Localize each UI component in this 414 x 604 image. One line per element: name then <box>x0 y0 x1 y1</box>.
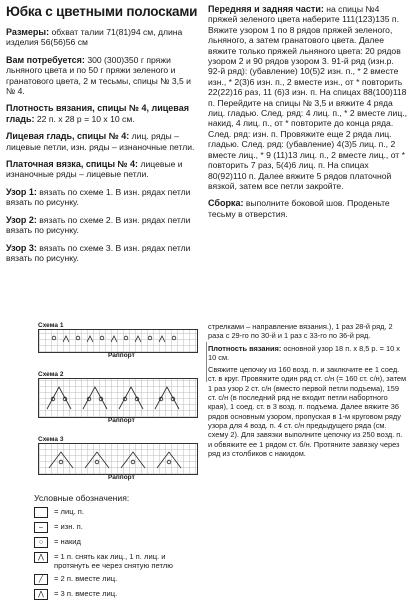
pattern1-lead: Узор 1: <box>6 186 37 197</box>
density2-paragraph <box>208 344 408 363</box>
yarn-over-icon: ○ <box>34 537 48 548</box>
front-back-paragraph <box>208 4 408 191</box>
assembly-text: выполните боковой шов. Проденьте тесьму в отверстия. <box>208 198 390 219</box>
scheme-3-symbols <box>39 444 197 474</box>
density-lead: Плотность вязания, спицы № 4, лицевая гладь: <box>6 103 189 124</box>
pattern2-paragraph <box>6 215 202 236</box>
scheme-1-title: Схема 1 <box>38 322 64 329</box>
front-back-lead: Передняя и задняя части: <box>208 4 324 14</box>
scheme-2 <box>38 371 198 424</box>
density2-text: основной узор 18 п. х 8,5 р. = 10 х 10 см. <box>208 343 400 362</box>
front-back-text: на спицы №4 пряжей зеленого цвета наберите 111(123)135 п. Вяжите узором 1 по 8 рядов пряжей зеленого, льняного, а затем гранатового цвета. Далее вяжите только пряжей льняного цвета: 20 рядов узором 2 и 90 рядов узором 3. 91-й ряд (изн.р. 92-й ряд): (убавление) 10(5)2 изн. п., * 2 вместе изн., * 2(3)6 изн. п., 2 вместе изн., от * повторить 22(22)16 раз, 11 (6)3 изн. п. На спицах 88(100)118 п. Перейдите на спицы № 3,5 и вяжите 4 ряда лиц. гладью. След. ряд: 4 лиц. п., * 2 вместе лиц., накид, 4 лиц. п., от * повторите до конца ряда. След. ряд: изн. п. Провяжите еще 2 ряда лиц. гладью. След. ряд: (убавление) 4(3)5 лиц. п., 2 вместе лиц., * 9 (11)13 лиц. п., 2 вместе лиц., от * повторить 7 раз, 5(4)6 лиц. п. На спицах 80(92)110 п. Далее вяжите 5 рядов платочной вязкой, затем все петли закройте. <box>208 4 408 191</box>
arrows-paragraph: стрелками – направление вязания.), 1 раз 28-й ряд, 2 раза с 29-го по 30-й и 1 раз с 33-го по 36-й ряд. <box>208 322 393 341</box>
left-column <box>6 4 202 270</box>
adjacent-article <box>208 322 408 461</box>
scheme-3-chart <box>38 443 198 475</box>
legend-item <box>6 574 202 585</box>
stockinette-text: лиц. ряды – лицевые петли, изн. ряды – изнаночные петли. <box>6 131 195 152</box>
legend-item <box>6 522 202 533</box>
pattern3-lead: Узор 3: <box>6 242 37 253</box>
legend-item <box>6 552 202 570</box>
sizes-lead: Размеры: <box>6 27 50 37</box>
scheme-1 <box>38 322 198 359</box>
knit-stitch-icon <box>34 507 48 518</box>
scheme-2-rapport: Раппорт <box>108 417 135 424</box>
pattern1-text: вязать по схеме 1. В изн. рядах петли вязать по рисунку. <box>6 186 191 208</box>
materials-text: 300 (300)350 г пряжи льняного цвета и по 50 г пряжи зеленого и гранатового цвета, 2 м тесьмы, спицы № 3,5 и № 4. <box>6 54 191 97</box>
scheme-2-chart <box>38 378 198 418</box>
scheme-3-rapport: Раппорт <box>108 474 135 481</box>
pattern3-paragraph <box>6 243 202 264</box>
density-text: 22 п. х 28 р = 10 х 10 см. <box>36 113 135 124</box>
garter-text: лицевые и изнаночные ряды – лицевые петли. <box>6 159 183 180</box>
k3tog-icon: ⋀ <box>34 589 48 600</box>
legend-text: = 2 п. вместе лиц. <box>54 574 118 583</box>
scheme-1-rapport: Раппорт <box>108 352 135 359</box>
assembly-paragraph <box>208 198 408 219</box>
sizes-paragraph <box>6 27 202 48</box>
materials-lead: Вам потребуется: <box>6 54 85 65</box>
legend-item <box>6 589 202 600</box>
scheme-3 <box>38 436 198 481</box>
legend-item <box>6 537 202 548</box>
materials-paragraph <box>6 55 202 97</box>
scheme-1-chart <box>38 329 198 353</box>
garter-paragraph <box>6 159 202 180</box>
scheme-2-title: Схема 2 <box>38 371 64 378</box>
k2tog-icon: ╱ <box>34 574 48 585</box>
assembly-lead: Сборка: <box>208 198 244 209</box>
legend-text: = накид <box>54 537 81 546</box>
purl-stitch-icon: – <box>34 522 48 533</box>
slip-knit-pass-icon: ⋀ <box>34 552 48 563</box>
legend-text: = 1 п. снять как лиц., 1 п. лиц. и протянуть ее через снятую петлю <box>54 552 173 570</box>
density-paragraph <box>6 103 202 124</box>
pattern2-lead: Узор 2: <box>6 214 37 225</box>
legend-text: = лиц. п. <box>54 507 85 516</box>
pattern2-text: вязать по схеме 2. В изн. рядах петли вязать по рисунку. <box>6 214 191 236</box>
stockinette-lead: Лицевая гладь, спицы № 4: <box>6 131 130 142</box>
divider <box>206 342 209 382</box>
legend-item <box>6 507 202 518</box>
pattern3-text: вязать по схеме 3. В изн. рядах петли вязать по рисунку. <box>6 242 191 263</box>
legend-text: = изн. п. <box>54 522 83 531</box>
pattern1-paragraph <box>6 187 202 208</box>
scheme-1-symbols <box>39 330 197 352</box>
density2-lead: Плотность вязания: <box>208 343 282 353</box>
edge-paragraph: Свяжите цепочку из 160 возд. п. и заключите ее 1 соед. ст. в круг. Провяжите один ряд ст. с/н (= 160 ст. с/н), затем 1 раз узор 2 ст. с/н (вместо первой петли подъема), 159 ст. с/н (в последний ряд не входит петли набортного края), 1 соед. ст. в 3 возд. п. подъема. Далее вяжите 36 рядов основным узором, пропуская в 1-м круговом ряду узора для 4 возд. п. 4 ст. с/н предыдущего ряда (см. схему 2). Для завязки выполните цепочку из 250 возд. п. и обвяжите ее 1 рядом ст. б/н. Протяните завязку через ряд из столбиков с накидом. <box>208 365 407 458</box>
garter-lead: Платочная вязка, спицы № 4: <box>6 159 139 170</box>
legend-title: Условные обозначения: <box>34 493 130 503</box>
right-column <box>208 4 408 226</box>
scheme-3-title: Схема 3 <box>38 436 64 443</box>
stockinette-paragraph <box>6 131 202 152</box>
page-title: Юбка с цветными полосками <box>6 4 198 19</box>
scheme-2-symbols <box>39 379 197 417</box>
schemes-area <box>6 322 202 604</box>
sizes-text: обхват талии 71(81)94 см, длина изделия 56(56)56 см <box>6 27 183 48</box>
legend-text: = 3 п. вместе лиц. <box>54 589 118 598</box>
